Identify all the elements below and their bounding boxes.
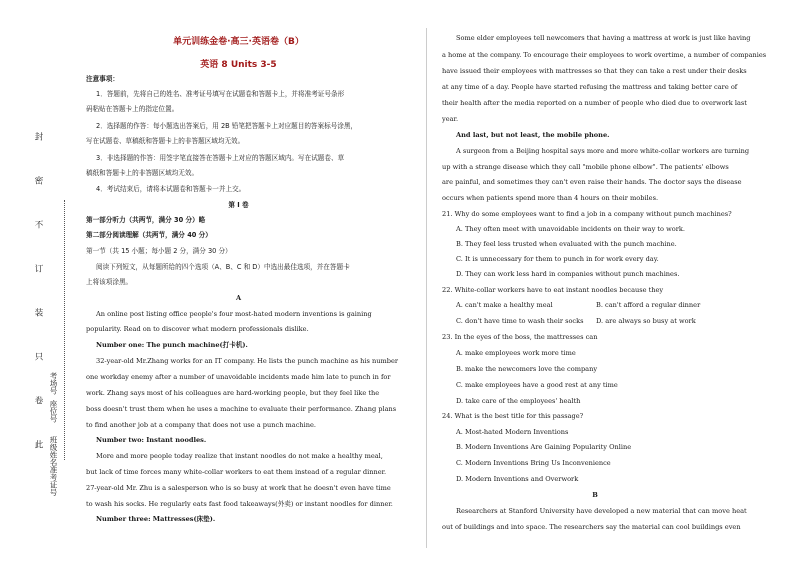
question-option[interactable]: D. are always so busy at work xyxy=(596,317,696,325)
passage-subheading: Number three: Mattresses(床垫). xyxy=(96,515,216,523)
passage-line: boss doesn't trust them when he uses a machine to evaluate their performance. Zhang plans xyxy=(86,405,397,413)
passage-line: occurs when patients spend more than 4 hours on their mobiles. xyxy=(442,194,659,202)
notice-line: 码粘贴在答题卡上的指定位置。 xyxy=(86,105,179,113)
exam-title: 单元训练金卷·高三·英语卷（B） xyxy=(173,37,304,47)
exam-subtitle: 英语 8 Units 3-5 xyxy=(200,60,277,70)
seal-char: 封 xyxy=(33,132,43,141)
seal-char: 密 xyxy=(33,176,43,185)
seal-char: 装 xyxy=(33,308,43,317)
seal-char: 只 xyxy=(33,352,43,361)
question-option[interactable]: B. They feel less trusted when evaluated with the punch machine. xyxy=(456,240,677,248)
question-option[interactable]: B. Modern Inventions Are Gaining Popularity Online xyxy=(456,443,632,451)
passage-line: Researchers at Stanford University have developed a new material that can move heat xyxy=(456,507,747,515)
notice-line: 3．非选择题的作答：用签字笔直接答在答题卡上对应的答题区域内。写在试题卷、草 xyxy=(96,154,345,162)
notice-line: 2．选择题的作答：每小题选出答案后，用 2B 铅笔把答题卡上对应题目的答案标号涂黑， xyxy=(96,122,358,130)
reading-heading: 第二部分阅读理解（共两节，满分 40 分） xyxy=(86,231,212,239)
passage-line: to find another job at a company that does not use a punch machine. xyxy=(86,421,317,429)
passage-line: More and more people today realize that instant noodles do not make a healthy meal, xyxy=(96,452,383,460)
passage-line: year. xyxy=(442,115,459,123)
question-option[interactable]: A. Most-hated Modern Inventions xyxy=(456,428,569,436)
question-stem: 24. What is the best title for this passage? xyxy=(442,412,584,420)
question-option[interactable]: C. make employees have a good rest at any time xyxy=(456,381,618,389)
section-heading: 第一节（共 15 小题；每小题 2 分，满分 30 分） xyxy=(86,247,232,255)
exam-room-field: 考场号 xyxy=(49,372,58,395)
notice-line: 1．答题前，先将自己的姓名、准考证号填写在试题卷和答题卡上，并将准考证号条形 xyxy=(96,90,345,98)
passage-line: up with a strange disease which they call "mobile phone elbow". The patients' elbows xyxy=(442,163,729,171)
question-option[interactable]: C. don't have time to wash their socks xyxy=(456,317,584,325)
notice-line: 写在试题卷、草稿纸和答题卡上的非答题区域均无效。 xyxy=(86,137,245,145)
passage-line: 27-year-old Mr. Zhu is a salesperson who is so busy at work that he doesn't even have time xyxy=(86,484,391,492)
notice-line: 4．考试结束后，请将本试题卷和答题卡一并上交。 xyxy=(96,185,246,193)
passage-line: have issued their employees with mattresses so that they can take a rest under their desks xyxy=(442,67,747,75)
passage-line: at any time of a day. People have started refusing the mattress and taking better care of xyxy=(442,83,738,91)
question-option[interactable]: B. can't afford a regular dinner xyxy=(596,301,701,309)
question-option[interactable]: B. make the newcomers love the company xyxy=(456,365,598,373)
seal-char: 卷 xyxy=(33,396,43,405)
passage-line: popularity. Read on to discover what modern professionals dislike. xyxy=(86,325,309,333)
passage-line: work. Zhang says most of his colleagues are hard-working people, but they feel like the xyxy=(86,389,380,397)
instruction-line: 阅读下列短文，从每题所给的四个选项（A、B、C 和 D）中选出最佳选项，并在答题卡 xyxy=(96,263,350,271)
question-option[interactable]: A. make employees work more time xyxy=(456,349,576,357)
notice-line: 稿纸和答题卡上的非答题区域均无效。 xyxy=(86,169,199,177)
part-title: 第 I 卷 xyxy=(228,201,249,209)
instruction-line: 上将该项涂黑。 xyxy=(86,278,133,286)
passage-line: Some elder employees tell newcomers that having a mattress at work is just like having xyxy=(456,34,751,42)
question-stem: 21. Why do some employees want to find a job in a company without punch machines? xyxy=(442,210,732,218)
listening-heading: 第一部分听力（共两节，满分 30 分）略 xyxy=(86,216,206,224)
passage-line: out of buildings and into space. The researchers say the material can cool buildings even xyxy=(442,523,741,531)
passage-line: but lack of time forces many white-collar workers to eat them instead of a regular dinner. xyxy=(86,468,387,476)
passage-line: one workday enemy after a number of unavoidable incidents made him late to punch in for xyxy=(86,373,391,381)
seal-char: 订 xyxy=(33,264,43,273)
seal-char: 不 xyxy=(33,220,43,229)
passage-line: are painful, and sometimes they can't even raise their hands. The doctor says the disease xyxy=(442,178,742,186)
question-option[interactable]: D. They can work less hard in companies without punch machines. xyxy=(456,270,680,278)
student-info-field: 班级姓名准考证号 xyxy=(49,436,58,496)
passage-line: a home at the company. To encourage their employees to work overtime, a number of companies xyxy=(442,51,767,59)
notice-heading: 注意事项： xyxy=(86,75,119,83)
passage-line: their health after the media reported on a number of people who died due to overwork last xyxy=(442,99,747,107)
question-stem: 22. White-collar workers have to eat instant noodles because they xyxy=(442,286,664,294)
passage-subheading: And last, but not least, the mobile phone. xyxy=(456,131,610,139)
passage-letter: A xyxy=(235,294,242,302)
binding-line xyxy=(64,200,65,460)
binding-gutter xyxy=(0,0,84,562)
passage-subheading: Number two: Instant noodles. xyxy=(96,436,207,444)
question-option[interactable]: A. They often meet with unavoidable incidents on their way to work. xyxy=(456,225,685,233)
question-option[interactable]: D. take care of the employees' health xyxy=(456,397,581,405)
question-option[interactable]: C. Modern Inventions Bring Us Inconvenience xyxy=(456,459,611,467)
question-option[interactable]: C. It is unnecessary for them to punch in for work every day. xyxy=(456,255,659,263)
question-stem: 23. In the eyes of the boss, the mattresses can xyxy=(442,333,598,341)
seat-number-field: 座位号 xyxy=(49,400,58,423)
question-option[interactable]: D. Modern Inventions and Overwork xyxy=(456,475,579,483)
passage-letter: B xyxy=(592,491,598,499)
passage-subheading: Number one: The punch machine(打卡机). xyxy=(96,341,248,349)
question-option[interactable]: A. can't make a healthy meal xyxy=(456,301,553,309)
seal-char: 此 xyxy=(33,440,43,449)
passage-line: to wash his socks. He regularly eats fast food takeaways(外卖) or instant noodles for dinner. xyxy=(86,500,393,508)
passage-line: 32-year-old Mr.Zhang works for an IT company. He lists the punch machine as his number xyxy=(96,357,399,365)
passage-line: An online post listing office people's four most-hated modern inventions is gaining xyxy=(96,310,372,318)
passage-line: A surgeon from a Beijing hospital says more and more white-collar workers are turning xyxy=(456,147,750,155)
column-divider xyxy=(426,28,427,548)
